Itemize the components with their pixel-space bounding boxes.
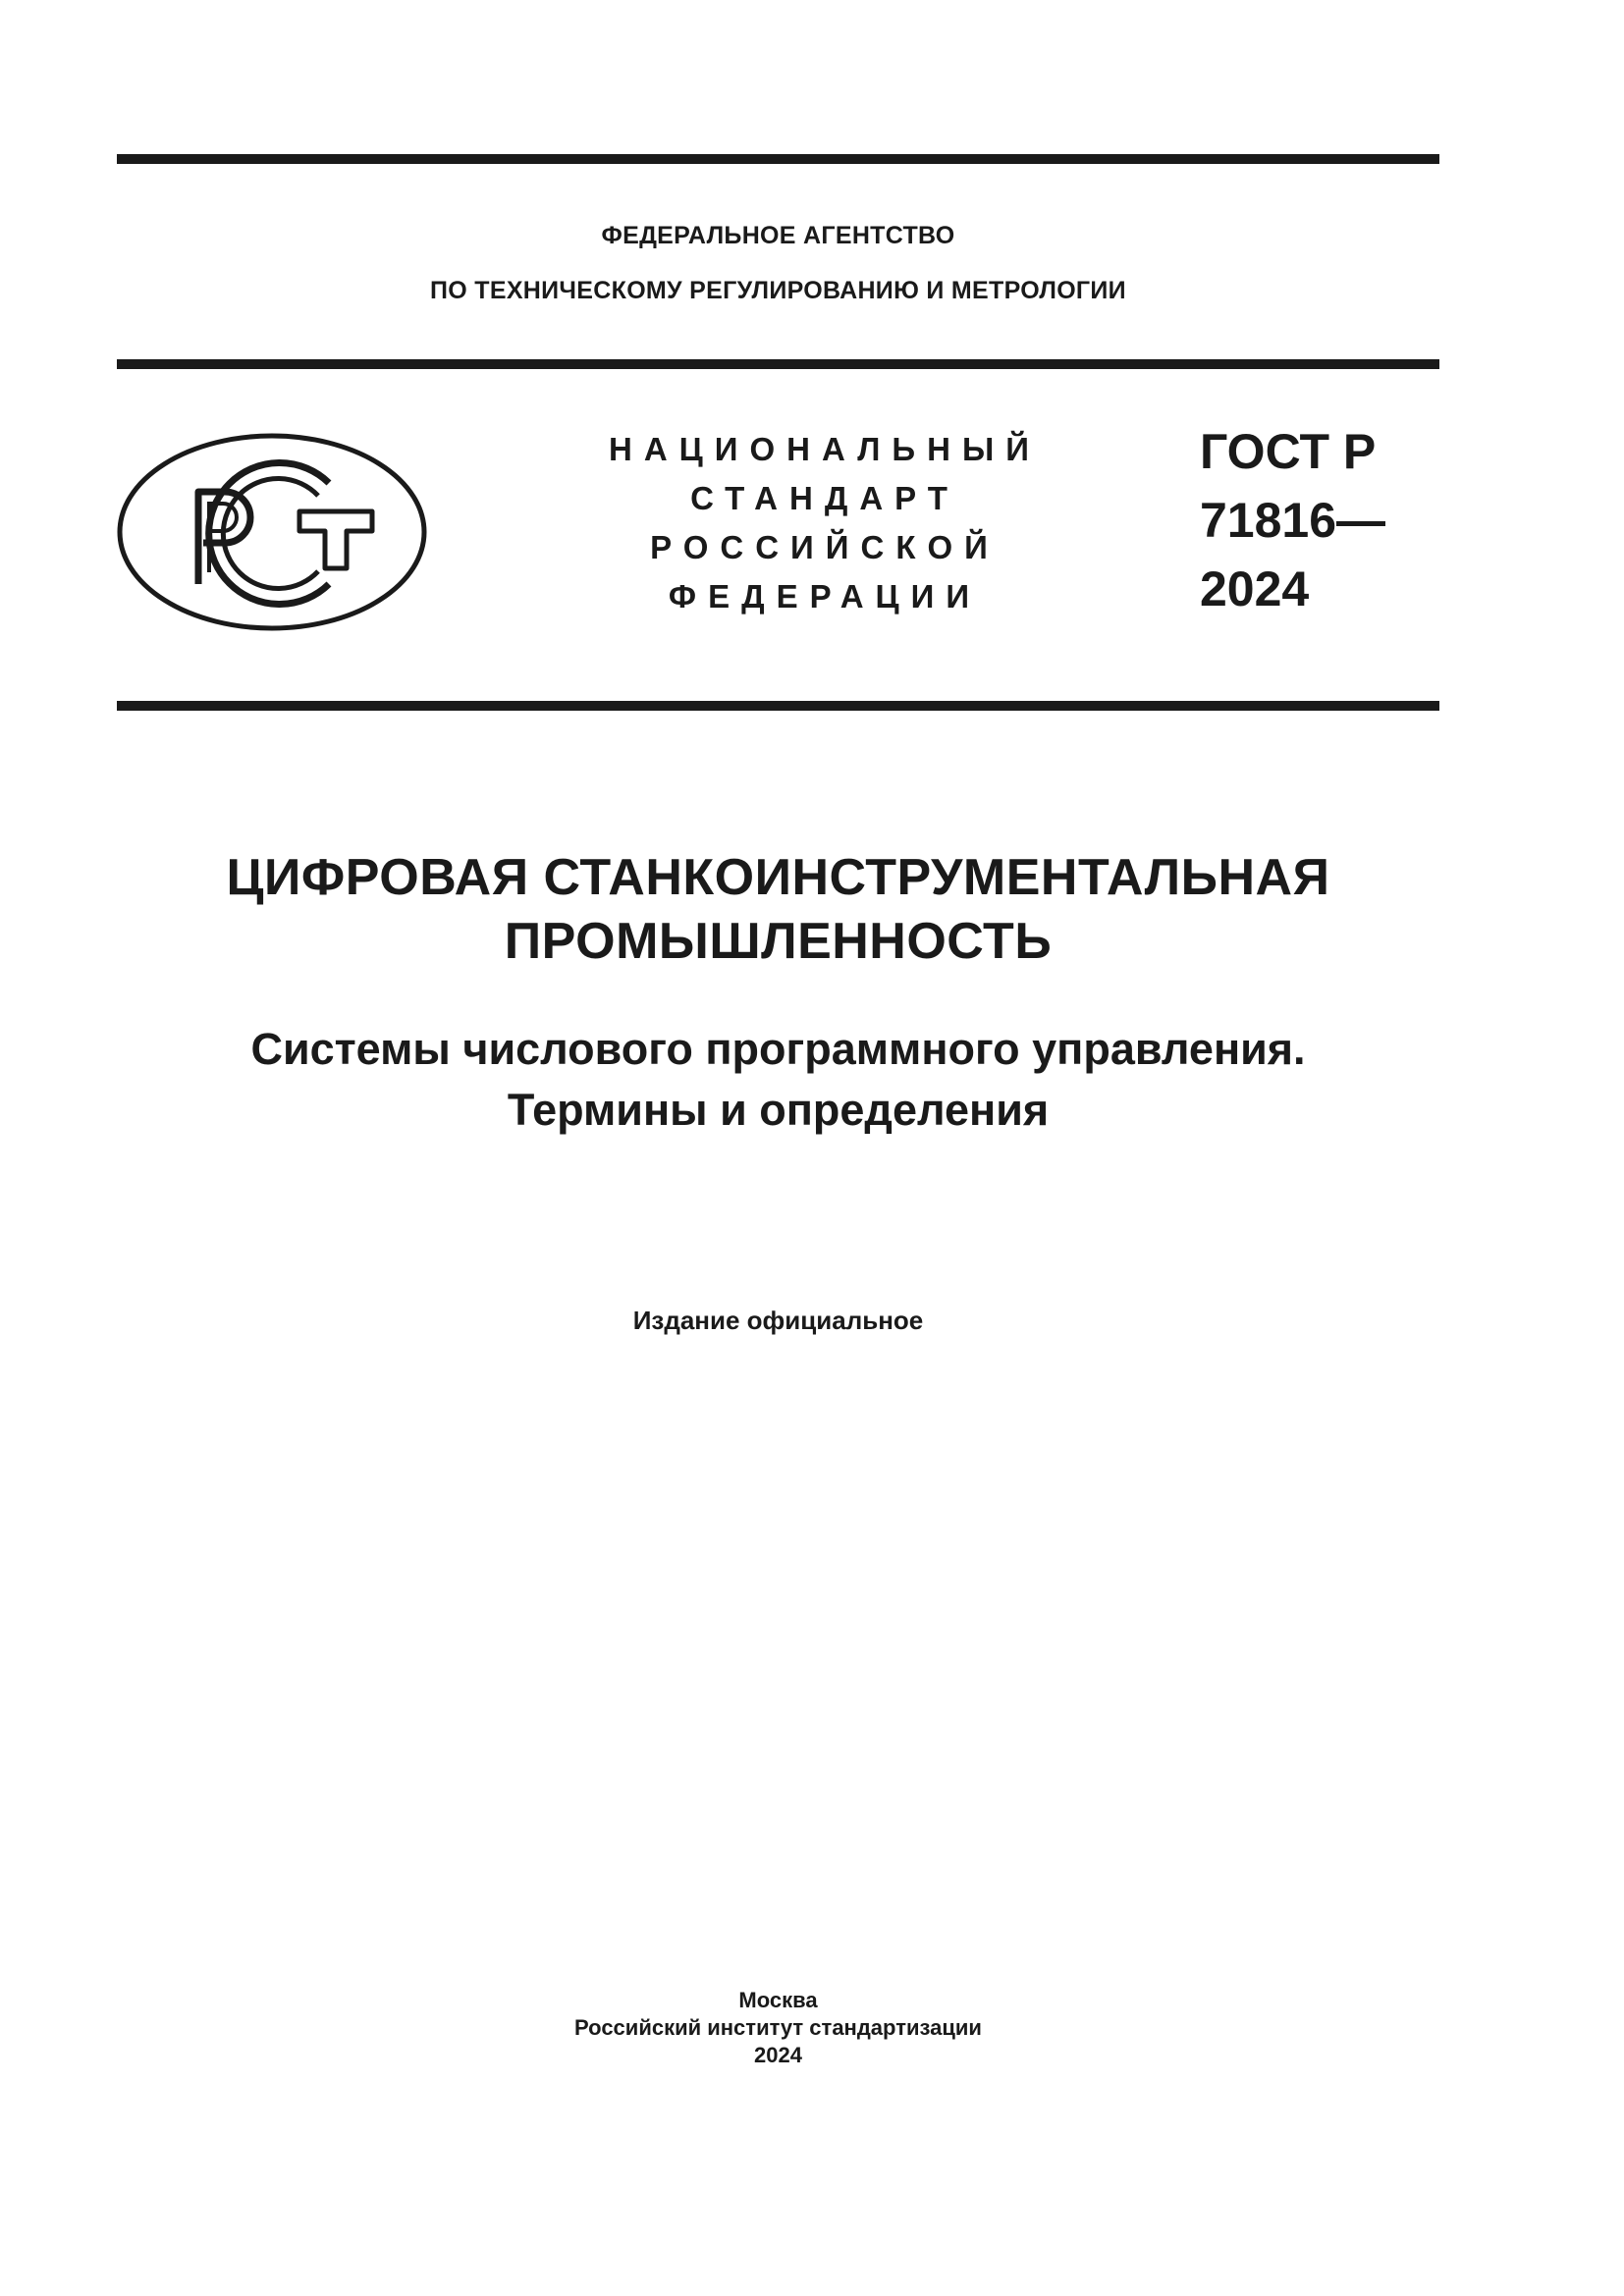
national-line: СТАНДАРТ <box>690 480 959 516</box>
standard-designation <box>1200 417 1385 623</box>
document-subtitle <box>117 1019 1439 1141</box>
standard-block-rule <box>117 701 1439 711</box>
agency-name-line-2: ПО ТЕХНИЧЕСКОМУ РЕГУЛИРОВАНИЮ И МЕТРОЛОГИИ <box>430 277 1126 304</box>
national-line: РОССИЙСКОЙ <box>650 529 1000 565</box>
top-rule <box>117 154 1439 164</box>
designation-line: ГОСТ Р <box>1200 424 1377 479</box>
edition-label: Издание официальное <box>632 1306 924 1335</box>
document-title <box>117 846 1439 974</box>
imprint-city: Москва <box>738 1988 818 2012</box>
designation-line: 71816— <box>1200 493 1386 548</box>
imprint <box>117 1987 1439 2069</box>
imprint-year: 2024 <box>754 2043 802 2067</box>
header-rule <box>117 359 1439 369</box>
subtitle-line: Системы числового программного управления. <box>250 1024 1306 1074</box>
imprint-publisher: Российский институт стандартизации <box>574 2015 982 2040</box>
subtitle-line: Термины и определения <box>507 1085 1050 1135</box>
title-line: ЦИФРОВАЯ СТАНКОИНСТРУМЕНТАЛЬНАЯ <box>226 849 1330 906</box>
agency-name-line-1: ФЕДЕРАЛЬНОЕ АГЕНТСТВО <box>601 222 955 249</box>
rst-gost-emblem-icon <box>115 429 429 635</box>
designation-line: 2024 <box>1200 561 1310 616</box>
national-standard-label <box>589 425 1060 621</box>
national-line: НАЦИОНАЛЬНЫЙ <box>609 431 1041 467</box>
national-line: ФЕДЕРАЦИИ <box>668 578 982 614</box>
title-line: ПРОМЫШЛЕННОСТЬ <box>504 913 1053 970</box>
